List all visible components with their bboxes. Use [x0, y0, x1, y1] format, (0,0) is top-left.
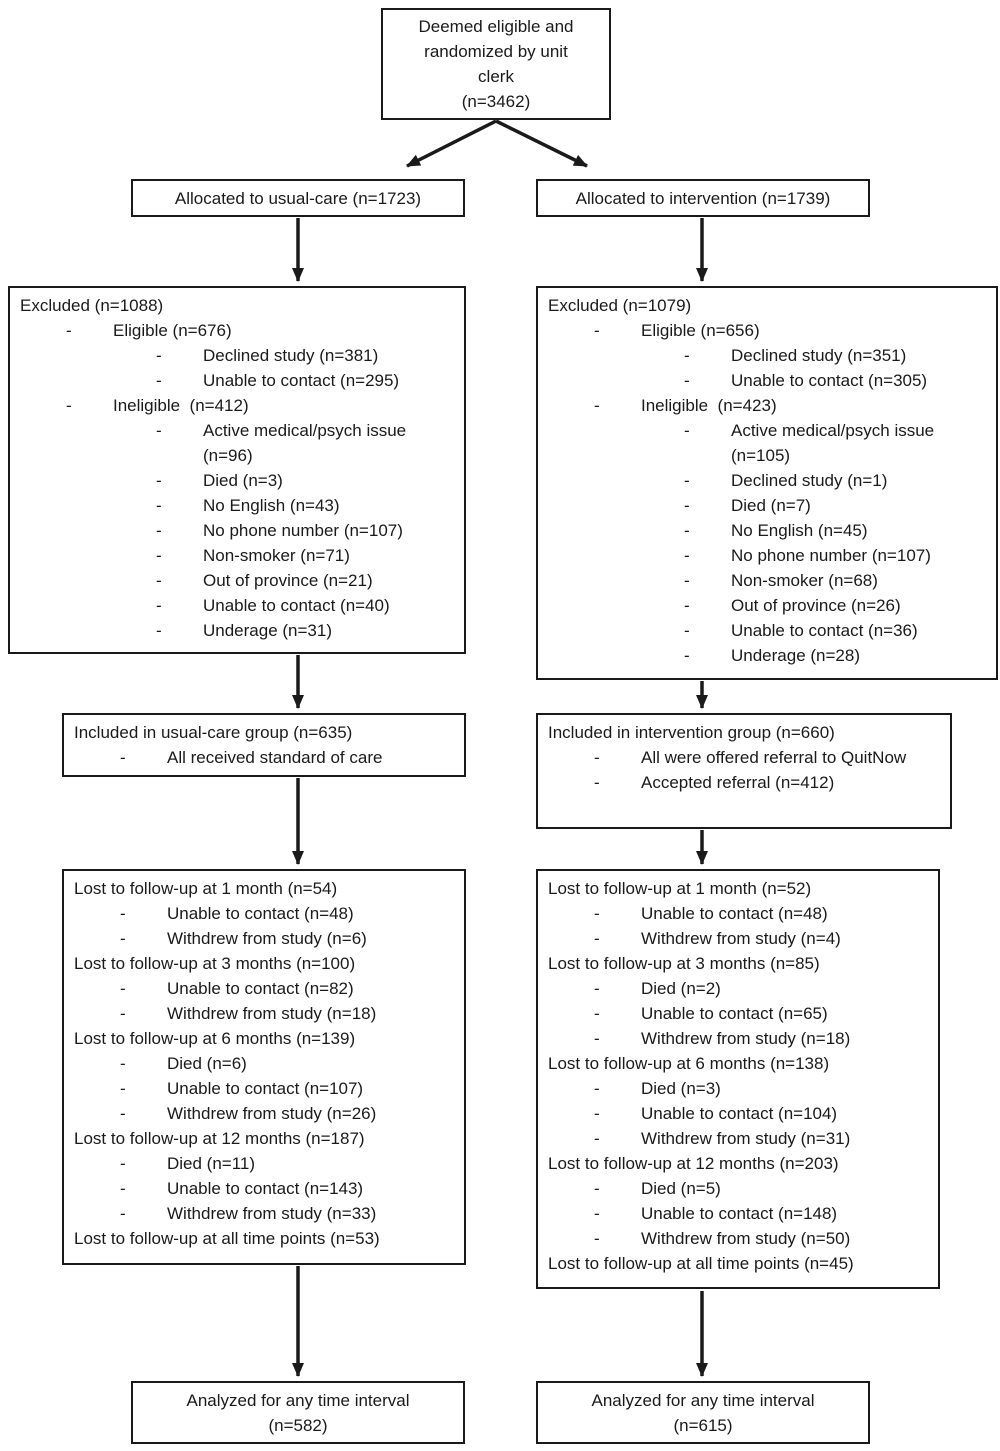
box-line-text: Died (n=2) [641, 979, 721, 998]
box-line: Lost to follow-up at 12 months (n=187) [74, 1129, 365, 1148]
box-line-text: Unable to contact (n=40) [203, 596, 390, 615]
box-line [548, 543, 986, 568]
box-line [548, 618, 986, 643]
box-line: Lost to follow-up at 6 months (n=139) [74, 1029, 356, 1048]
box-line [548, 593, 986, 618]
dash-bullet: - [594, 1204, 600, 1223]
box-line [548, 1001, 928, 1026]
box-line [74, 1176, 454, 1201]
box-analyzed-intervention [536, 1381, 870, 1444]
dash-bullet: - [594, 1029, 600, 1048]
dash-bullet: - [594, 904, 600, 923]
box-line-text: Unable to contact (n=48) [167, 904, 354, 923]
box-line [548, 418, 986, 468]
box-line-text: Unable to contact (n=36) [731, 621, 918, 640]
box-line [20, 543, 454, 568]
box-line-text: Declined study (n=1) [731, 471, 888, 490]
box-line-text: Underage (n=31) [203, 621, 333, 640]
box-line-text: Unable to contact (n=104) [641, 1104, 838, 1123]
box-line-text: Declined study (n=381) [203, 346, 379, 365]
box-line-text: Active medical/psych issue (n=105) [731, 421, 939, 465]
box-line-text: No English (n=45) [731, 521, 868, 540]
box-included-usual-care [62, 713, 466, 777]
box-allocated-usual-care [131, 179, 465, 217]
box-line-text: All received standard of care [167, 748, 383, 767]
dash-bullet: - [594, 1179, 600, 1198]
box-line-text: Unable to contact (n=148) [641, 1204, 838, 1223]
box-line [548, 745, 940, 770]
box-line [20, 418, 454, 468]
box-line-text: Withdrew from study (n=33) [167, 1204, 377, 1223]
box-line [548, 493, 986, 518]
box-line [74, 745, 454, 770]
box-line [20, 518, 454, 543]
box-line [20, 368, 454, 393]
dash-bullet: - [120, 1054, 126, 1073]
dash-bullet: - [66, 396, 72, 415]
box-line [548, 1101, 928, 1126]
box-line-text: Unable to contact (n=82) [167, 979, 354, 998]
box-line: Lost to follow-up at 1 month (n=52) [548, 879, 812, 898]
box-line: randomized by unit [424, 42, 568, 61]
box-line-text: Active medical/psych issue (n=96) [203, 421, 411, 465]
box-line: clerk [478, 67, 514, 86]
box-line: Analyzed for any time interval [591, 1390, 815, 1410]
box-line-text: Underage (n=28) [731, 646, 861, 665]
box-line: Excluded (n=1079) [548, 296, 692, 315]
box-line [548, 1176, 928, 1201]
dash-bullet: - [156, 371, 162, 390]
box-line [74, 976, 454, 1001]
box-line-text: Unable to contact (n=48) [641, 904, 828, 923]
box-line-text: Unable to contact (n=143) [167, 1179, 364, 1198]
box-line-text: Died (n=3) [641, 1079, 721, 1098]
box-line-text: Withdrew from study (n=31) [641, 1129, 851, 1148]
dash-bullet: - [594, 773, 600, 792]
box-line: Allocated to usual-care (n=1723) [174, 188, 422, 208]
dash-bullet: - [684, 571, 690, 590]
box-line: (n=582) [268, 1415, 328, 1435]
box-line: (n=615) [673, 1415, 733, 1435]
dash-bullet: - [120, 748, 126, 767]
dash-bullet: - [594, 1229, 600, 1248]
box-line-text: Died (n=6) [167, 1054, 247, 1073]
box-line: (n=3462) [461, 92, 531, 111]
box-line [74, 1101, 454, 1126]
box-line-text: Ineligible (n=412) [113, 396, 249, 415]
box-line-text: Died (n=11) [167, 1154, 256, 1173]
box-line [548, 976, 928, 1001]
dash-bullet: - [120, 1079, 126, 1098]
dash-bullet: - [684, 346, 690, 365]
box-line-text: Unable to contact (n=305) [731, 371, 928, 390]
box-line-text: Out of province (n=26) [731, 596, 901, 615]
dash-bullet: - [120, 929, 126, 948]
dash-bullet: - [120, 1004, 126, 1023]
dash-bullet: - [156, 346, 162, 365]
dash-bullet: - [156, 621, 162, 640]
box-line: Included in usual-care group (n=635) [74, 723, 353, 742]
box-line-text: Declined study (n=351) [731, 346, 907, 365]
box-line-text: Non-smoker (n=68) [731, 571, 878, 590]
box-line: Allocated to intervention (n=1739) [575, 188, 831, 208]
dash-bullet: - [120, 1204, 126, 1223]
dash-bullet: - [156, 521, 162, 540]
box-line-text: Unable to contact (n=107) [167, 1079, 364, 1098]
box-line [548, 343, 986, 368]
box-line [74, 1201, 454, 1226]
dash-bullet: - [120, 904, 126, 923]
box-line: Lost to follow-up at 1 month (n=54) [74, 879, 338, 898]
dash-bullet: - [594, 396, 600, 415]
box-line [20, 568, 454, 593]
dash-bullet: - [684, 596, 690, 615]
dash-bullet: - [594, 1079, 600, 1098]
box-line-text: Unable to contact (n=295) [203, 371, 400, 390]
box-line: Lost to follow-up at 3 months (n=100) [74, 954, 356, 973]
box-line-text: Withdrew from study (n=50) [641, 1229, 851, 1248]
box-line [74, 901, 454, 926]
box-line [548, 1076, 928, 1101]
box-line [548, 643, 986, 668]
arrow-top-to-usual-care [407, 121, 496, 166]
box-line-text: Died (n=7) [731, 496, 811, 515]
box-line [548, 518, 986, 543]
box-line [548, 926, 928, 951]
box-line-text: Unable to contact (n=65) [641, 1004, 828, 1023]
dash-bullet: - [120, 1154, 126, 1173]
box-line-text: Eligible (n=676) [113, 321, 232, 340]
box-line-text: Eligible (n=656) [641, 321, 760, 340]
box-line-text: Died (n=5) [641, 1179, 721, 1198]
dash-bullet: - [120, 1104, 126, 1123]
box-excluded-usual-care [8, 286, 466, 654]
box-line [74, 1076, 454, 1101]
dash-bullet: - [684, 546, 690, 565]
box-line: Included in intervention group (n=660) [548, 723, 835, 742]
box-line [74, 1001, 454, 1026]
dash-bullet: - [156, 471, 162, 490]
dash-bullet: - [594, 979, 600, 998]
dash-bullet: - [66, 321, 72, 340]
box-analyzed-usual-care [131, 1381, 465, 1444]
box-line: Lost to follow-up at 12 months (n=203) [548, 1154, 839, 1173]
box-line [20, 618, 454, 643]
box-line-text: Withdrew from study (n=18) [167, 1004, 377, 1023]
box-excluded-intervention [536, 286, 998, 680]
box-randomized [381, 8, 611, 120]
box-line: Analyzed for any time interval [186, 1390, 410, 1410]
dash-bullet: - [684, 496, 690, 515]
dash-bullet: - [156, 596, 162, 615]
dash-bullet: - [594, 929, 600, 948]
box-line: Lost to follow-up at 3 months (n=85) [548, 954, 820, 973]
box-line [20, 468, 454, 493]
box-line [548, 468, 986, 493]
box-lost-followup-intervention [536, 869, 940, 1289]
box-line-text: Withdrew from study (n=6) [167, 929, 367, 948]
dash-bullet: - [684, 621, 690, 640]
dash-bullet: - [594, 321, 600, 340]
box-line [20, 318, 454, 343]
box-line-text: No English (n=43) [203, 496, 340, 515]
box-line-text: Withdrew from study (n=4) [641, 929, 841, 948]
box-line [74, 1151, 454, 1176]
box-line [74, 926, 454, 951]
box-line [548, 393, 986, 418]
dash-bullet: - [594, 1004, 600, 1023]
box-line-text: Withdrew from study (n=18) [641, 1029, 851, 1048]
box-line-text: Non-smoker (n=71) [203, 546, 350, 565]
dash-bullet: - [120, 1179, 126, 1198]
box-line-text: Out of province (n=21) [203, 571, 373, 590]
box-line [548, 1201, 928, 1226]
box-line: Excluded (n=1088) [20, 296, 164, 315]
box-line [20, 343, 454, 368]
box-line [548, 368, 986, 393]
box-line [548, 901, 928, 926]
box-line-text: Ineligible (n=423) [641, 396, 777, 415]
dash-bullet: - [594, 1104, 600, 1123]
dash-bullet: - [156, 571, 162, 590]
dash-bullet: - [156, 421, 162, 440]
box-line [20, 393, 454, 418]
box-line [74, 1051, 454, 1076]
dash-bullet: - [684, 521, 690, 540]
box-line-text: All were offered referral to QuitNow [641, 748, 907, 767]
box-line: Deemed eligible and [418, 17, 574, 36]
dash-bullet: - [120, 979, 126, 998]
dash-bullet: - [156, 496, 162, 515]
box-line: Lost to follow-up at all time points (n=45) [548, 1254, 854, 1273]
box-line-text: Died (n=3) [203, 471, 283, 490]
box-line [548, 1226, 928, 1251]
box-line-text: No phone number (n=107) [203, 521, 403, 540]
box-included-intervention [536, 713, 952, 829]
box-line: Lost to follow-up at 6 months (n=138) [548, 1054, 830, 1073]
box-line [548, 568, 986, 593]
box-allocated-intervention [536, 179, 870, 217]
box-line [548, 770, 940, 795]
dash-bullet: - [684, 646, 690, 665]
arrow-top-to-intervention [496, 121, 587, 166]
dash-bullet: - [684, 421, 690, 440]
dash-bullet: - [684, 471, 690, 490]
box-line-text: No phone number (n=107) [731, 546, 931, 565]
dash-bullet: - [684, 371, 690, 390]
box-line [20, 493, 454, 518]
dash-bullet: - [594, 748, 600, 767]
box-line [20, 593, 454, 618]
dash-bullet: - [594, 1129, 600, 1148]
box-line [548, 318, 986, 343]
box-line-text: Accepted referral (n=412) [641, 773, 835, 792]
box-line [548, 1026, 928, 1051]
dash-bullet: - [156, 546, 162, 565]
box-line [548, 1126, 928, 1151]
box-lost-followup-usual-care [62, 869, 466, 1265]
box-line: Lost to follow-up at all time points (n=53) [74, 1229, 380, 1248]
box-line-text: Withdrew from study (n=26) [167, 1104, 377, 1123]
